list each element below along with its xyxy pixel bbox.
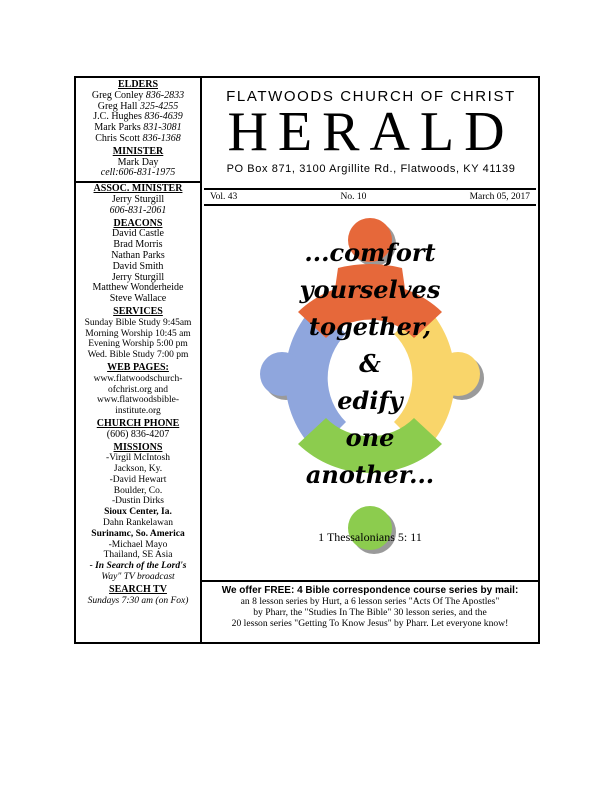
- elder-phone: 831-3081: [143, 122, 182, 134]
- assoc-minister-heading: ASSOC. MINISTER: [93, 183, 183, 195]
- verse-line: ...comfort: [304, 238, 436, 267]
- mission-line: Jackson, Ky.: [113, 464, 163, 475]
- elder-name: Mark Parks: [94, 122, 144, 134]
- mission-line: - In Search of the Lord's: [89, 561, 187, 572]
- issue-date: March 05, 2017: [469, 192, 530, 202]
- elder-phone: 836-1368: [142, 132, 181, 144]
- minister-phone: cell:606-831-1975: [100, 167, 176, 179]
- elder-name: Chris Scott: [95, 132, 143, 144]
- web-pages-list: [76, 374, 200, 417]
- deacon-name: Nathan Parks: [111, 249, 165, 261]
- verse-line: one: [345, 423, 395, 452]
- web-page-line: institute.org: [115, 406, 161, 417]
- web-pages-heading: WEB PAGES:: [107, 361, 169, 373]
- deacons-heading: DEACONS: [113, 217, 163, 229]
- mission-line: Boulder, Co.: [113, 485, 163, 496]
- church-name: FLATWOODS CHURCH OF CHRIST: [226, 88, 516, 105]
- service-time: Wed. Bible Study 7:00 pm: [87, 350, 189, 361]
- verse-text: [206, 208, 534, 508]
- offer-line: 20 lesson series "Getting To Know Jesus" by Pharr. Let everyone know!: [231, 618, 509, 629]
- elder-entry: [76, 134, 200, 145]
- deacon-name: Steve Wallace: [109, 293, 167, 305]
- offer-headline: We offer FREE: 4 Bible correspondence course series by mail:: [221, 585, 519, 596]
- offer-line: by Pharr, the "Studies In The Bible" 30 lesson series, and the: [253, 607, 487, 618]
- missions-list: [76, 453, 200, 583]
- services-list: [76, 318, 200, 361]
- deacon-name: Jerry Sturgill: [111, 271, 165, 283]
- mission-line: Way" TV broadcast: [101, 572, 175, 583]
- issue-number: No. 10: [340, 192, 367, 202]
- verse-line: edify: [337, 386, 403, 415]
- church-phone: (606) 836-4207: [106, 428, 170, 440]
- mission-line: Thailand, SE Asia: [103, 550, 173, 561]
- service-time: Evening Worship 5:00 pm: [88, 339, 188, 350]
- elder-phone: 325-4255: [139, 100, 179, 112]
- mission-line: Sioux Center, Ia.: [104, 507, 172, 518]
- elder-phone: 836-2833: [145, 89, 185, 101]
- verse-line: yourselves: [299, 275, 441, 304]
- elders-list: [76, 91, 200, 145]
- offer-line: an 8 lesson series by Hurt, a 6 lesson series "Acts Of The Apostles": [240, 596, 500, 607]
- deacons-list: [76, 229, 200, 305]
- verse-line: together,: [308, 312, 432, 341]
- newsletter-title: HERALD: [227, 101, 515, 163]
- service-time: Morning Worship 10:45 am: [85, 328, 191, 339]
- mission-line: Surinamc, So. America: [91, 528, 185, 539]
- deacon-name: David Castle: [112, 228, 164, 240]
- elder-name: Greg Conley: [91, 89, 146, 101]
- main-column: [202, 78, 538, 642]
- verse-reference: 1 Thessalonians 5: 11: [318, 530, 422, 544]
- web-page-line: www.flatwoodsbible-: [97, 395, 179, 406]
- issue-bar: [204, 188, 536, 206]
- newsletter-frame: [74, 76, 540, 644]
- deacon-name: David Smith: [112, 260, 164, 272]
- search-tv-time: Sundays 7:30 am (on Fox): [87, 595, 189, 606]
- verse-line: another...: [305, 460, 435, 489]
- mission-line: -David Hewart: [109, 474, 167, 485]
- elder-name: J.C. Hughes: [93, 111, 145, 123]
- minister-heading: MINISTER: [112, 145, 164, 157]
- verse-line: &: [359, 349, 381, 378]
- church-phone-heading: CHURCH PHONE: [96, 417, 180, 429]
- mission-line: -Virgil McIntosh: [106, 453, 170, 464]
- minister-name: Mark Day: [117, 156, 159, 168]
- web-page-line: www.flatwoodschurch-: [93, 373, 183, 384]
- masthead: [210, 84, 532, 188]
- mission-line: -Dustin Dirks: [112, 496, 164, 507]
- elders-heading: ELDERS: [117, 79, 158, 90]
- mission-line: -Michael Mayo: [108, 539, 168, 550]
- search-tv-heading: SEARCH TV: [109, 583, 167, 595]
- deacon-name: Matthew Wonderheide: [92, 282, 184, 294]
- web-page-line: ofchrist.org and: [108, 384, 168, 395]
- volume: Vol. 43: [210, 192, 238, 202]
- assoc-minister-phone: 606-831-2061: [109, 204, 167, 216]
- service-time: Sunday Bible Study 9:45am: [84, 317, 192, 328]
- church-address: PO Box 871, 3100 Argillite Rd., Flatwoods, KY 41139: [226, 163, 516, 175]
- unity-graphic: [206, 208, 534, 578]
- assoc-minister-name: Jerry Sturgill: [111, 193, 165, 205]
- elder-phone: 836-4639: [144, 111, 183, 123]
- mission-line: Dahn Rankelawan: [103, 518, 173, 529]
- correspondence-offer: [202, 580, 538, 642]
- missions-heading: MISSIONS: [113, 441, 163, 453]
- elder-name: Greg Hall: [97, 100, 140, 112]
- services-heading: SERVICES: [113, 305, 163, 317]
- deacon-name: Brad Morris: [113, 239, 163, 251]
- sidebar: [76, 78, 202, 642]
